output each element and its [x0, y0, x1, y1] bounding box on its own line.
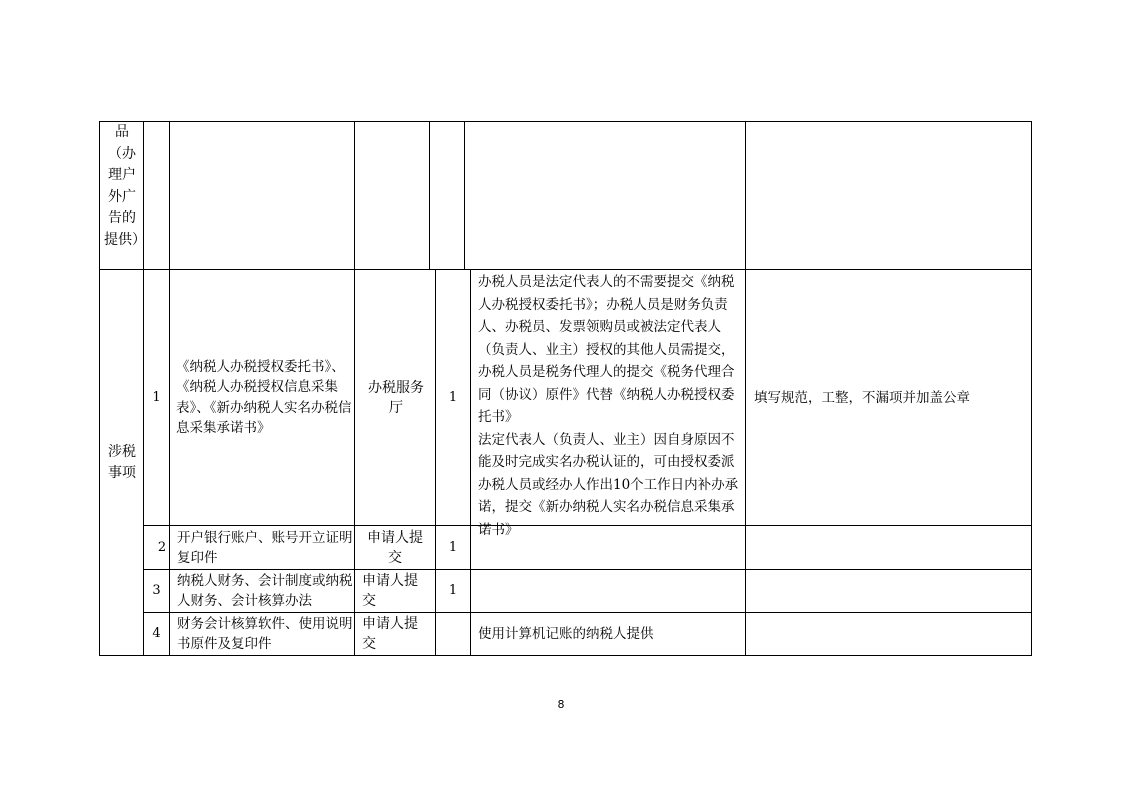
row-index: 1 [152, 389, 161, 405]
note-text: 使用计算机记账的纳税人提供 [478, 626, 654, 642]
column-divider [470, 269, 471, 656]
source-cell [362, 526, 428, 569]
column-divider [745, 269, 746, 656]
material-cell [176, 270, 352, 525]
material-cell [177, 526, 353, 569]
source-text: 申请人提交 [362, 616, 418, 652]
material-text: 《纳税人办税授权委托书》、《纳税人办税授权信息采集表》、《新办纳税人实名办税信息采集承诺书》 [176, 358, 352, 436]
requirement-cell [754, 613, 1028, 655]
source-text: 办税服务厅 [368, 379, 424, 416]
row-index: 4 [152, 626, 161, 641]
note-cell [478, 526, 740, 569]
column-divider [169, 269, 170, 656]
requirement-cell [754, 270, 1028, 525]
column-divider [354, 269, 355, 656]
category-text: 品（办理户外广告的提供） [104, 124, 146, 248]
material-cell [177, 613, 353, 655]
page-number: 8 [557, 698, 565, 711]
material-text: 开户银行账户、账号开立证明复印件 [177, 529, 353, 566]
requirement-cell [754, 526, 1028, 569]
category-cell-continued [104, 122, 146, 268]
source-cell [362, 613, 428, 655]
note-text-extra: 法定代表人（负责人、业主）因自身原因不能及时完成实名办税认证的，可由授权委派办税人员或经办人作出10个工作日内补办承诺，提交《新办纳税人实名办税信息采集承诺书》 [478, 431, 739, 538]
column-divider [464, 121, 465, 270]
row-index: 3 [152, 583, 161, 598]
column-divider [354, 121, 355, 270]
note-cell [478, 271, 740, 538]
category-text: 涉税事项 [108, 443, 136, 481]
copies-cell: 1 [448, 389, 458, 405]
material-cell [177, 570, 353, 612]
column-divider [169, 121, 170, 270]
material-text: 财务会计核算软件、使用说明书原件及复印件 [177, 616, 353, 652]
column-divider [429, 121, 430, 270]
source-text: 申请人提交 [367, 529, 423, 566]
copies-cell [436, 613, 470, 655]
note-cell [478, 570, 740, 612]
column-divider [745, 121, 746, 270]
row-index: 2 [157, 539, 167, 555]
note-cell [478, 613, 740, 655]
note-text: 办税人员是法定代表人的不需要提交《纳税人办税授权委托书》；办税人员是财务负责人、办税员、发票领购员或被法定代表人（负责人、业主）授权的其他人员需提交，办税人员是税务代理人的提交《税务代理合同（协议）原件》代替《纳税人办税授权委托书》 [478, 274, 735, 425]
source-text: 申请人提交 [362, 573, 418, 609]
category-cell [103, 270, 141, 655]
requirement-text: 填写规范，工整，不漏项并加盖公章 [754, 389, 970, 406]
copies-cell: 1 [448, 583, 458, 598]
requirement-cell [754, 570, 1028, 612]
source-cell [364, 270, 428, 525]
source-cell [362, 570, 428, 612]
copies-cell: 1 [448, 539, 458, 555]
material-text: 纳税人财务、会计制度或纳税人财务、会计核算办法 [177, 573, 353, 609]
